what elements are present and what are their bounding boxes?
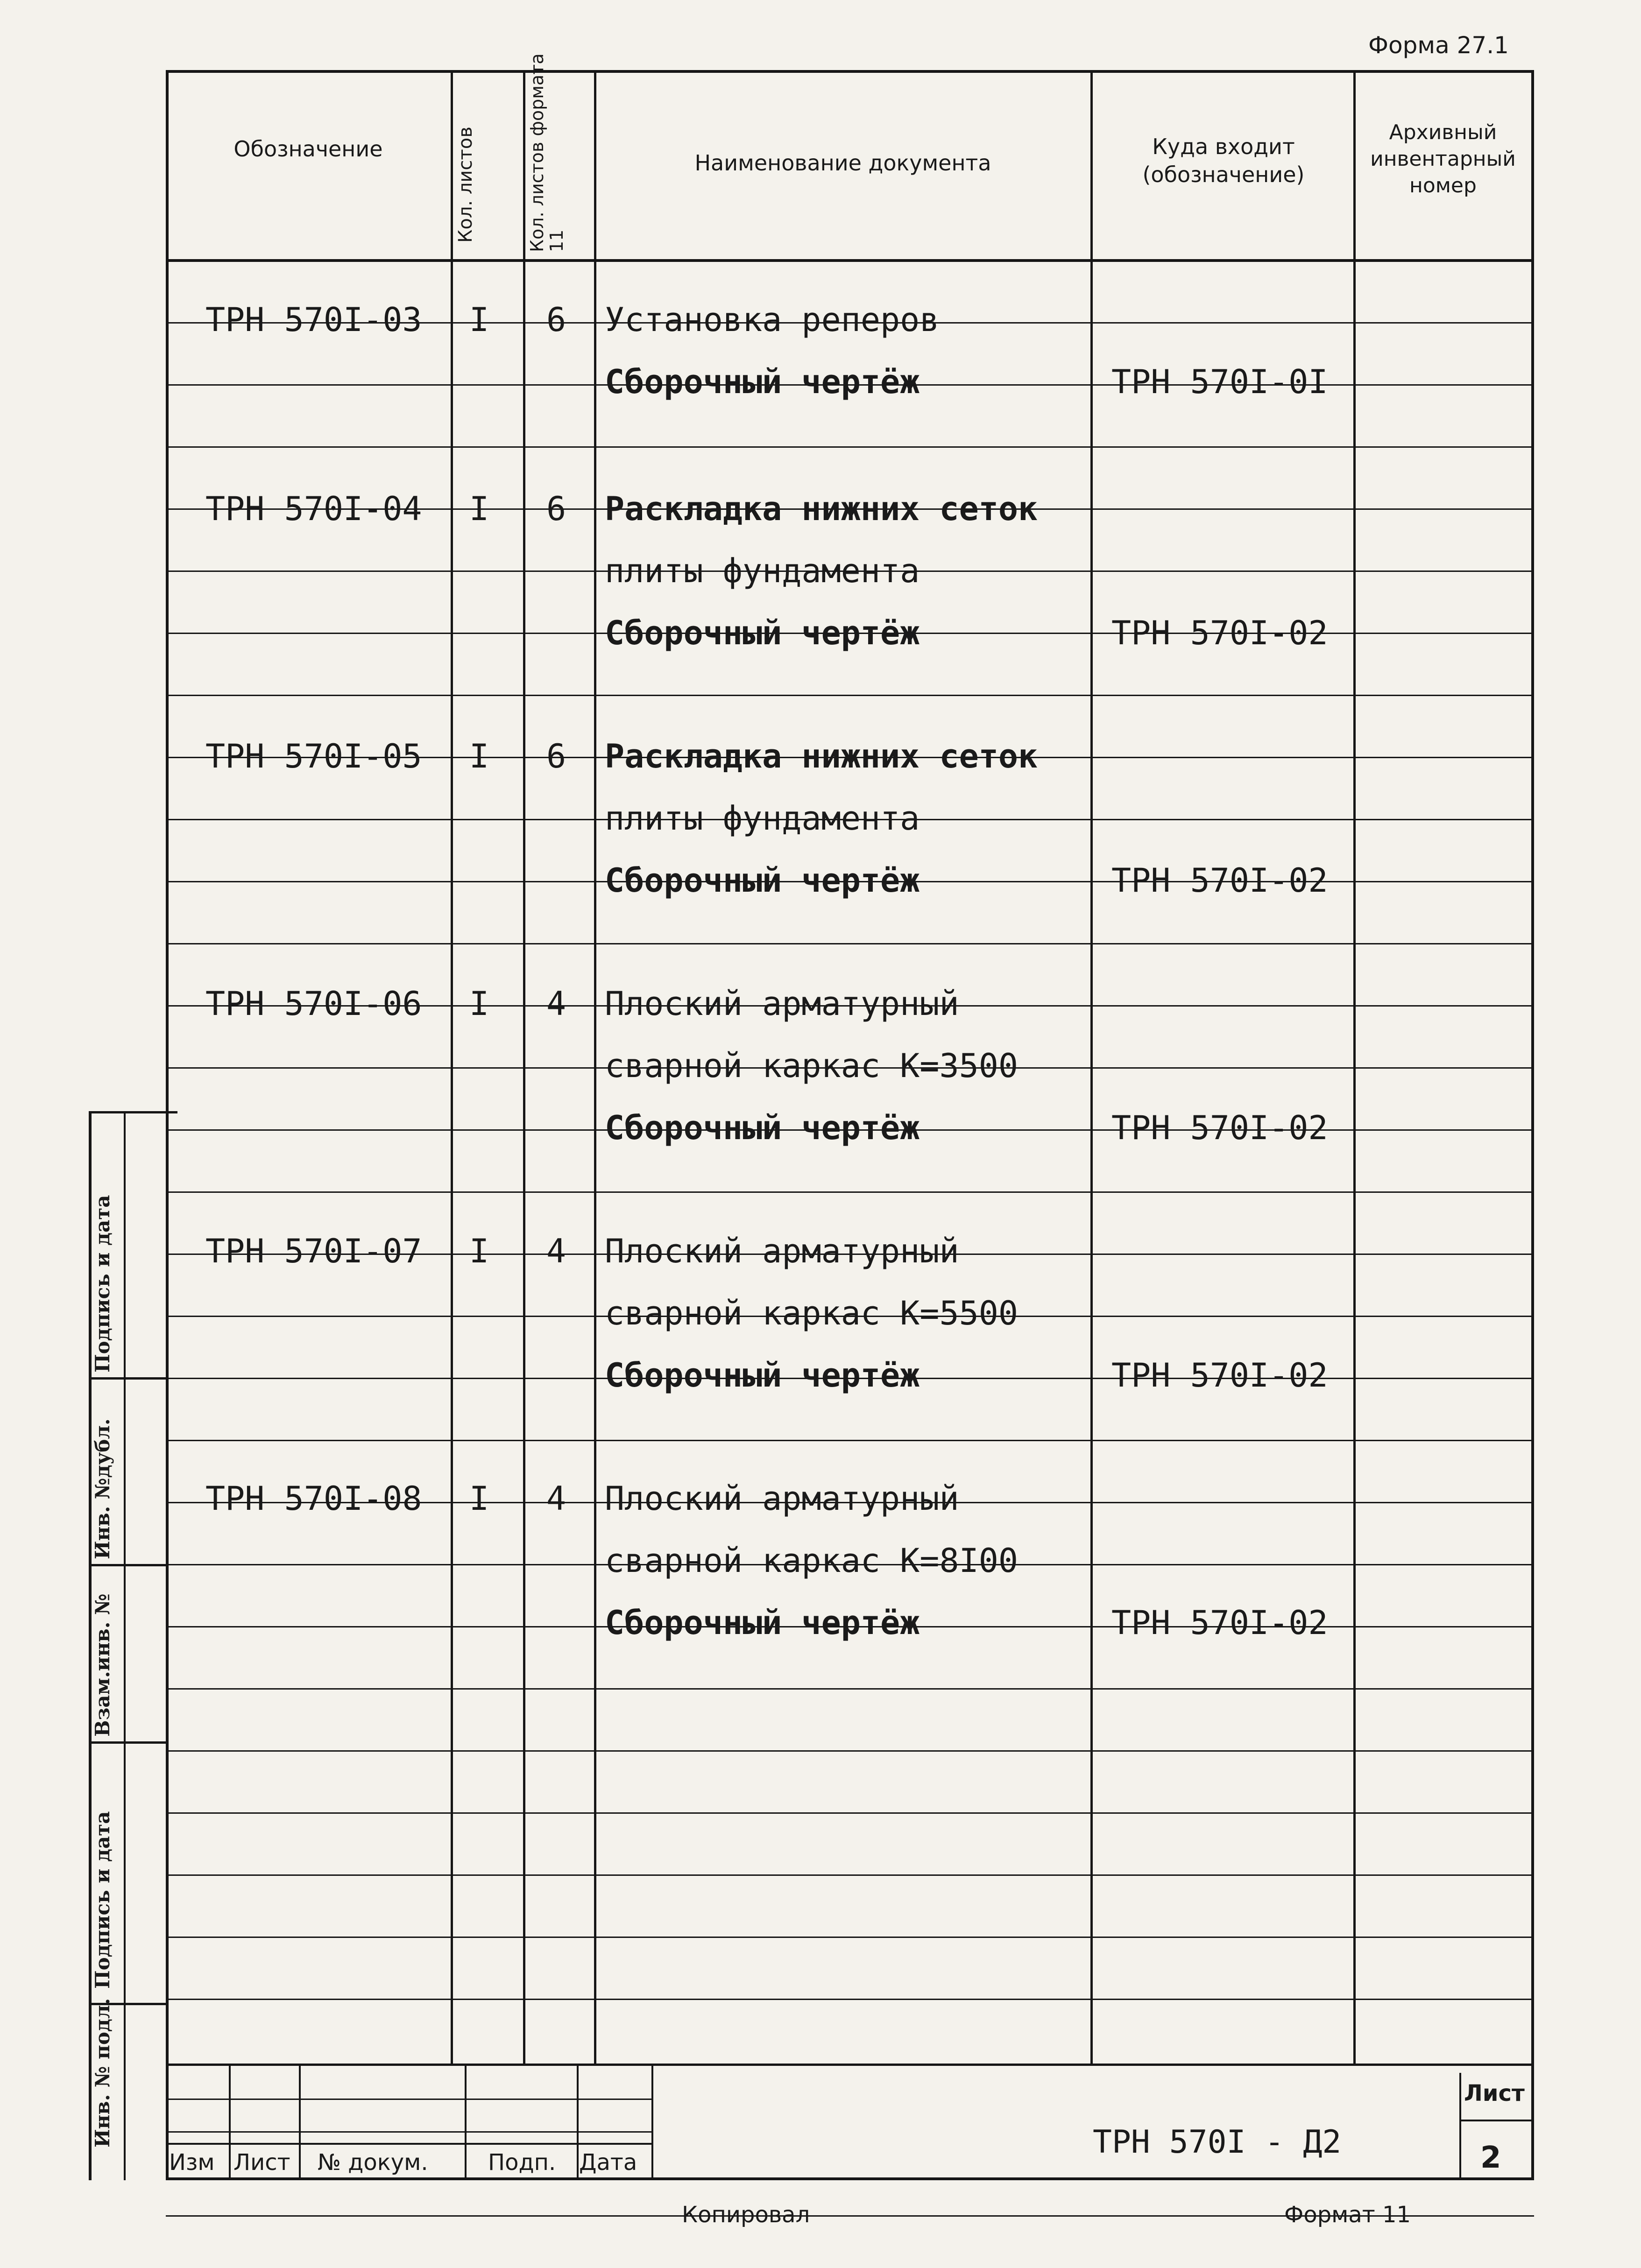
side-strip-rule [89,1111,177,1113]
row-rule [166,1440,1534,1441]
row-used-in: ТРН 570I-02 [1111,1356,1328,1395]
side-strip-inner [124,1111,126,2180]
column-rule [1353,70,1356,2064]
row-sheets: I [469,1479,489,1518]
footer-copied: Копировал [682,2202,810,2228]
row-rule [166,1874,1534,1876]
row-sheets: I [469,490,489,528]
row-name-line: Сборочный чертёж [605,1109,920,1147]
side-sign-date-2: Подпись и дата [91,1811,114,1989]
side-strip-rule [89,1377,166,1380]
row-used-in: ТРН 570I-02 [1111,1604,1328,1642]
row-format: 4 [546,1232,566,1270]
row-rule [166,1937,1534,1938]
row-rule [166,1191,1534,1193]
row-rule [166,943,1534,944]
title-block-top [166,2064,1534,2066]
row-rule [166,1999,1534,2000]
row-rule [166,1750,1534,1752]
row-format: 4 [546,985,566,1023]
row-rule [166,695,1534,696]
row-name-line: сварной каркас К=8I00 [605,1542,1019,1580]
tb-sheet-no: 2 [1480,2141,1501,2175]
row-name-line: плиты фундамента [605,552,920,590]
column-rule [451,70,453,2064]
row-sheets: I [469,1232,489,1270]
row-designation: ТРН 570I-08 [205,1479,422,1518]
column-rule [1090,70,1093,2064]
tb-code: ТРН 570I - Д2 [1093,2124,1342,2161]
header-archive-no: Архивный инвентарный номер [1370,120,1516,198]
row-used-in: ТРН 570I-0I [1111,363,1328,401]
row-name-line: Сборочный чертёж [605,363,920,401]
header-sheet-count: Кол. листов [455,127,476,243]
side-vzam-inv: Взам.инв. № [91,1593,114,1737]
row-format: 6 [546,490,566,528]
row-name-line: сварной каркас К=3500 [605,1047,1019,1085]
tb-rule [1459,2120,1534,2121]
row-used-in: ТРН 570I-02 [1111,614,1328,652]
side-strip-rule [89,1741,166,1744]
tb-rule [166,2099,651,2100]
side-inv-podl: Инв. № подл. [91,1998,114,2148]
tb-col-rule [229,2064,231,2180]
tb-col-rule [651,2064,653,2180]
tb-date: Дата [579,2149,637,2176]
row-format: 6 [546,301,566,339]
row-name-line: Плоский арматурный [605,1232,959,1270]
tb-col-rule [299,2064,301,2180]
row-sheets: I [469,737,489,775]
row-rule [166,1688,1534,1690]
tb-rule [166,2143,651,2145]
side-inv-dubl: Инв. №дубл. [91,1418,114,1559]
row-name-line: Установка реперов [605,301,940,339]
row-name-line: Плоский арматурный [605,1479,959,1518]
row-designation: ТРН 570I-04 [205,490,422,528]
tb-sign: Подп. [488,2149,556,2176]
column-rule [594,70,596,2064]
row-name-line: Сборочный чертёж [605,1604,920,1642]
row-rule [166,446,1534,448]
frame-bottom [166,2177,1534,2180]
row-sheets: I [469,985,489,1023]
row-format: 6 [546,737,566,775]
header-used-in: Куда входит (обозначение) [1142,134,1305,187]
header-designation: Обозначение [233,136,383,162]
header-sheet-count-format: Кол. листов формата 11 [527,53,567,252]
row-name-line: Сборочный чертёж [605,614,920,652]
column-rule [523,70,525,2064]
footer-format: Формат 11 [1284,2202,1411,2228]
tb-izm: Изм [169,2149,215,2176]
row-designation: ТРН 570I-03 [205,301,422,339]
row-name-line: Раскладка нижних сеток [605,490,1038,528]
row-rule [166,1812,1534,1814]
row-name-line: Раскладка нижних сеток [605,737,1038,775]
row-sheets: I [469,301,489,339]
form-label: Форма 27.1 [1368,32,1509,59]
row-designation: ТРН 570I-07 [205,1232,422,1270]
frame-top [166,70,1534,73]
header-doc-name: Наименование документа [694,150,991,176]
row-designation: ТРН 570I-06 [205,985,422,1023]
row-name-line: Сборочный чертёж [605,861,920,900]
side-strip-rule [89,1564,166,1566]
row-format: 4 [546,1479,566,1518]
row-designation: ТРН 570I-05 [205,737,422,775]
tb-col-rule [577,2064,579,2180]
tb-doc-no: № докум. [318,2149,428,2176]
row-name-line: Плоский арматурный [605,985,959,1023]
tb-col-rule [465,2064,467,2180]
tb-sheet-label: Лист [1464,2080,1525,2106]
row-name-line: Сборочный чертёж [605,1356,920,1395]
tb-rule [166,2131,651,2133]
tb-col-rule [1459,2073,1461,2180]
row-name-line: плиты фундамента [605,799,920,838]
side-sign-date-1: Подпись и дата [91,1195,114,1373]
row-used-in: ТРН 570I-02 [1111,1109,1328,1147]
header-rule [166,259,1534,262]
row-name-line: сварной каркас К=5500 [605,1294,1019,1332]
frame-left [166,70,169,2180]
row-used-in: ТРН 570I-02 [1111,861,1328,900]
frame-right [1531,70,1534,2180]
tb-list: Лист [233,2149,290,2176]
